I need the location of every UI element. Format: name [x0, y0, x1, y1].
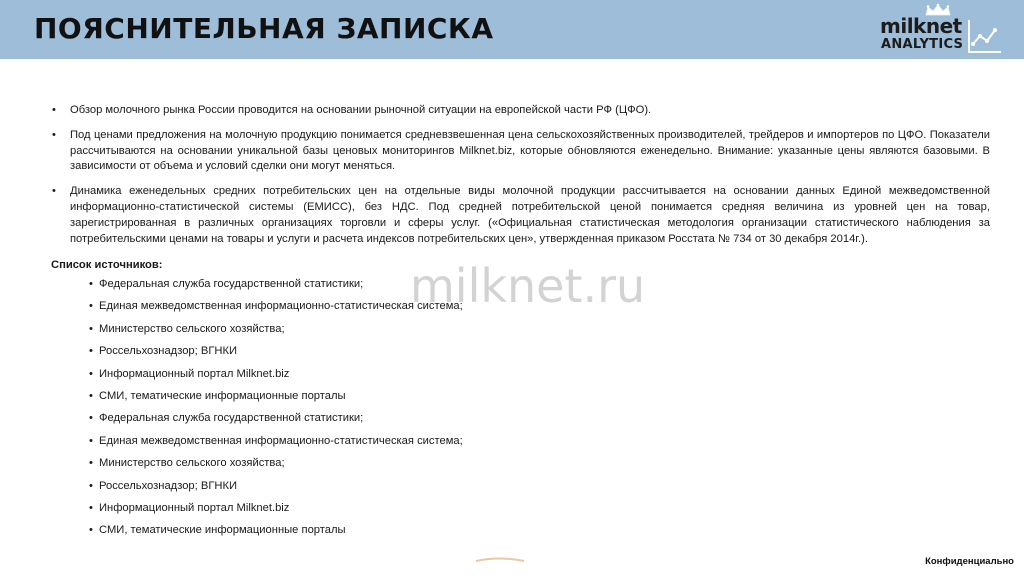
note-text: Под ценами предложения на молочную продукцию понимается средневзвешенная цена сельскохозяйственных производителей, трейдеров и импортеров по ЦФО. Показатели рассчитываются на основании уникальной базы ценовых мониторингов Milknet.biz, которые обновляются еженедельно. Внимание: указанные цены являются базовыми. В зависимости от объема и условий сделки они могут меняться. [70, 128, 990, 173]
source-item [89, 388, 463, 410]
bullet-icon: • [89, 278, 93, 290]
source-item [89, 366, 463, 388]
line-chart-icon [967, 18, 1003, 54]
note-item [52, 184, 990, 247]
source-text: Федеральная служба государственной статистики; [99, 412, 364, 425]
source-text: Единая межведомственная информационно-статистическая система; [99, 434, 463, 447]
source-item [89, 455, 463, 477]
milknet-logo [880, 4, 1010, 56]
note-text: Динамика еженедельных средних потребительских цен на отдельные виды молочной продукции рассчитывается на основании данных Единой межведомственной информационно-статистической системы (ЕМИСС), без НДС. Под средней потребительской ценой понимается средняя величина из уровней цен на товар, зарегистрированная в различных организациях торговли и сферы услуг. («Официальная статистическая методология организации статистического наблюдения за потребительскими ценами на товары и услуги и расчета индексов потребительских цен», утвержденная приказом Росстата № 734 от 30 декабря 2014г.). [70, 185, 990, 245]
confidential-label: Конфиденциально [925, 556, 1014, 567]
watermark: milknet.ru [410, 259, 646, 313]
source-text: Россельхознадзор; ВГНКИ [99, 479, 238, 492]
source-text: СМИ, тематические информационные порталы [99, 524, 346, 537]
logo-subtitle: ANALYTICS [881, 37, 964, 52]
bullet-icon: • [89, 434, 93, 447]
source-text: Единая межведомственная информационно-статистическая система; [99, 300, 463, 313]
note-item [52, 103, 990, 119]
bullet-icon: • [89, 389, 93, 402]
bullet-icon: • [89, 479, 93, 492]
source-text: Информационный портал Milknet.biz [99, 367, 290, 380]
bullet-icon: • [89, 524, 93, 537]
source-text: Россельхознадзор; ВГНКИ [99, 345, 238, 358]
source-text: Федеральная служба государственной статистики; [99, 278, 364, 290]
logo-name: milknet [880, 14, 962, 38]
header-bar [0, 0, 1024, 59]
source-item [89, 522, 463, 544]
bullet-icon: • [52, 104, 56, 116]
source-item [89, 298, 463, 320]
bullet-icon: • [89, 412, 93, 425]
note-item [52, 128, 990, 175]
source-text: СМИ, тематические информационные порталы [99, 389, 346, 402]
bullet-icon: • [52, 128, 56, 141]
source-item [89, 500, 463, 522]
source-item [89, 276, 463, 298]
bullet-icon: • [89, 367, 93, 380]
sources-list [89, 276, 463, 545]
source-item [89, 343, 463, 365]
notes-list [52, 103, 990, 256]
page-title: ПОЯСНИТЕЛЬНАЯ ЗАПИСКА [34, 12, 494, 45]
source-text: Министерство сельского хозяйства; [99, 322, 285, 335]
source-item [89, 321, 463, 343]
bullet-icon: • [89, 457, 93, 470]
source-item [89, 433, 463, 455]
bullet-icon: • [89, 300, 93, 313]
bullet-icon: • [89, 501, 93, 514]
decorative-swoosh [476, 556, 524, 562]
source-text: Информационный портал Milknet.biz [99, 501, 290, 514]
bullet-icon: • [89, 345, 93, 358]
note-text: Обзор молочного рынка России проводится на основании рыночной ситуации на европейской части РФ (ЦФО). [70, 104, 652, 116]
bullet-icon: • [52, 185, 56, 198]
source-text: Министерство сельского хозяйства; [99, 457, 285, 470]
bullet-icon: • [89, 322, 93, 335]
source-item [89, 410, 463, 432]
sources-heading: Список источников: [51, 259, 163, 271]
source-item [89, 478, 463, 500]
